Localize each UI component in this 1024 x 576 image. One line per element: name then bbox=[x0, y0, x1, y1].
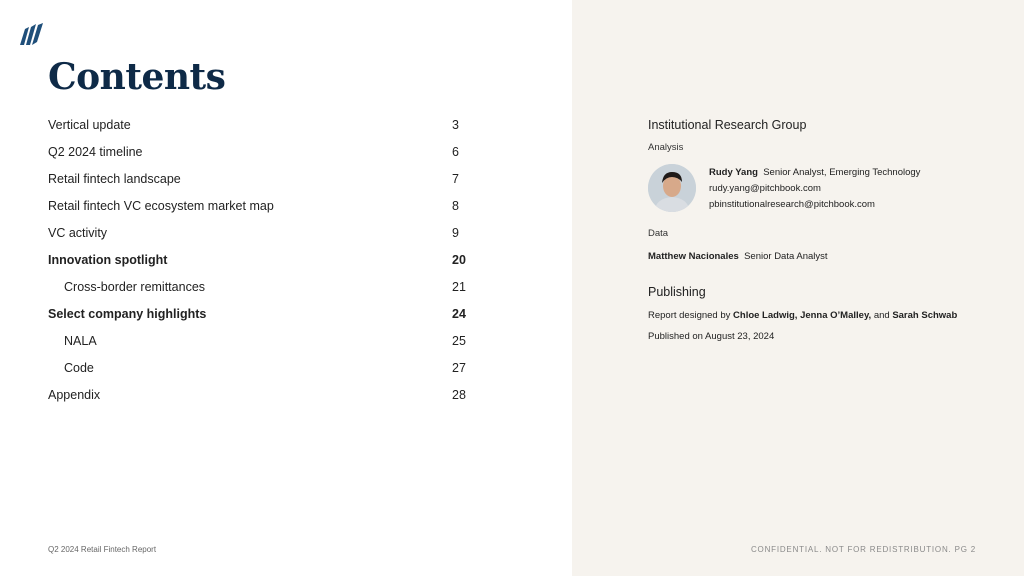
data-analyst-name: Matthew Nacionales bbox=[648, 251, 739, 262]
confidential-footer: CONFIDENTIAL. NOT FOR REDISTRIBUTION. PG 2 bbox=[750, 545, 976, 554]
toc-label: NALA bbox=[64, 334, 97, 348]
toc-row-vertical-update[interactable] bbox=[48, 116, 468, 143]
toc-page-number: 21 bbox=[452, 280, 466, 294]
designed-and: and bbox=[873, 310, 890, 321]
published-date: Published on August 23, 2024 bbox=[648, 331, 775, 342]
credits-panel bbox=[572, 0, 1024, 576]
toc-row-vc-activity[interactable] bbox=[48, 224, 468, 251]
toc-label: Retail fintech landscape bbox=[48, 172, 181, 186]
toc-label: VC activity bbox=[48, 226, 108, 240]
toc-row-nala[interactable] bbox=[48, 332, 468, 359]
toc-row-code[interactable] bbox=[48, 359, 468, 386]
analyst-email[interactable]: rudy.yang@pitchbook.com bbox=[709, 183, 821, 194]
analysis-label: Analysis bbox=[648, 142, 684, 153]
toc-page-number: 3 bbox=[452, 118, 459, 132]
designer-name: Sarah Schwab bbox=[892, 310, 958, 321]
toc-row-company-highlights[interactable] bbox=[48, 305, 468, 332]
data-analyst-title: Senior Data Analyst bbox=[744, 251, 828, 262]
toc-page-number: 24 bbox=[452, 307, 466, 321]
pitchbook-logo-icon bbox=[18, 22, 44, 48]
toc-row-market-map[interactable] bbox=[48, 197, 468, 224]
toc-page-number: 20 bbox=[452, 253, 466, 267]
toc-label: Appendix bbox=[48, 388, 101, 402]
toc-page-number: 27 bbox=[452, 361, 466, 375]
group-email[interactable]: pbinstitutionalresearch@pitchbook.com bbox=[709, 199, 875, 210]
toc-label: Cross-border remittances bbox=[64, 280, 206, 294]
designed-prefix: Report designed by bbox=[648, 310, 731, 321]
toc-page-number: 25 bbox=[452, 334, 466, 348]
designer-name: Jenna O’Malley, bbox=[800, 310, 872, 321]
toc-page-number: 28 bbox=[452, 388, 466, 402]
designer-name: Chloe Ladwig, bbox=[733, 310, 798, 321]
table-of-contents bbox=[48, 116, 468, 413]
toc-page-number: 6 bbox=[452, 145, 459, 159]
analyst-title: Senior Analyst, Emerging Technology bbox=[763, 167, 921, 178]
research-group-heading: Institutional Research Group bbox=[648, 118, 807, 132]
toc-label: Select company highlights bbox=[48, 307, 207, 321]
page-title: Contents bbox=[48, 56, 226, 98]
data-label: Data bbox=[648, 228, 669, 239]
toc-row-innovation-spotlight[interactable] bbox=[48, 251, 468, 278]
analyst-name: Rudy Yang bbox=[709, 167, 758, 178]
toc-label: Retail fintech VC ecosystem market map bbox=[48, 199, 274, 213]
publishing-heading: Publishing bbox=[648, 285, 706, 299]
toc-label: Q2 2024 timeline bbox=[48, 145, 143, 159]
toc-page-number: 8 bbox=[452, 199, 459, 213]
toc-row-landscape[interactable] bbox=[48, 170, 468, 197]
toc-page-number: 7 bbox=[452, 172, 459, 186]
data-analyst-line bbox=[648, 251, 828, 262]
toc-row-timeline[interactable] bbox=[48, 143, 468, 170]
toc-row-appendix[interactable] bbox=[48, 386, 468, 413]
analyst-name-line bbox=[709, 167, 920, 178]
toc-page-number: 9 bbox=[452, 226, 459, 240]
toc-label: Vertical update bbox=[48, 118, 131, 132]
toc-label: Innovation spotlight bbox=[48, 253, 168, 267]
toc-label: Code bbox=[64, 361, 94, 375]
avatar bbox=[648, 164, 696, 212]
toc-row-cross-border[interactable] bbox=[48, 278, 468, 305]
designed-by-line bbox=[648, 310, 957, 321]
report-footer: Q2 2024 Retail Fintech Report bbox=[48, 545, 157, 554]
